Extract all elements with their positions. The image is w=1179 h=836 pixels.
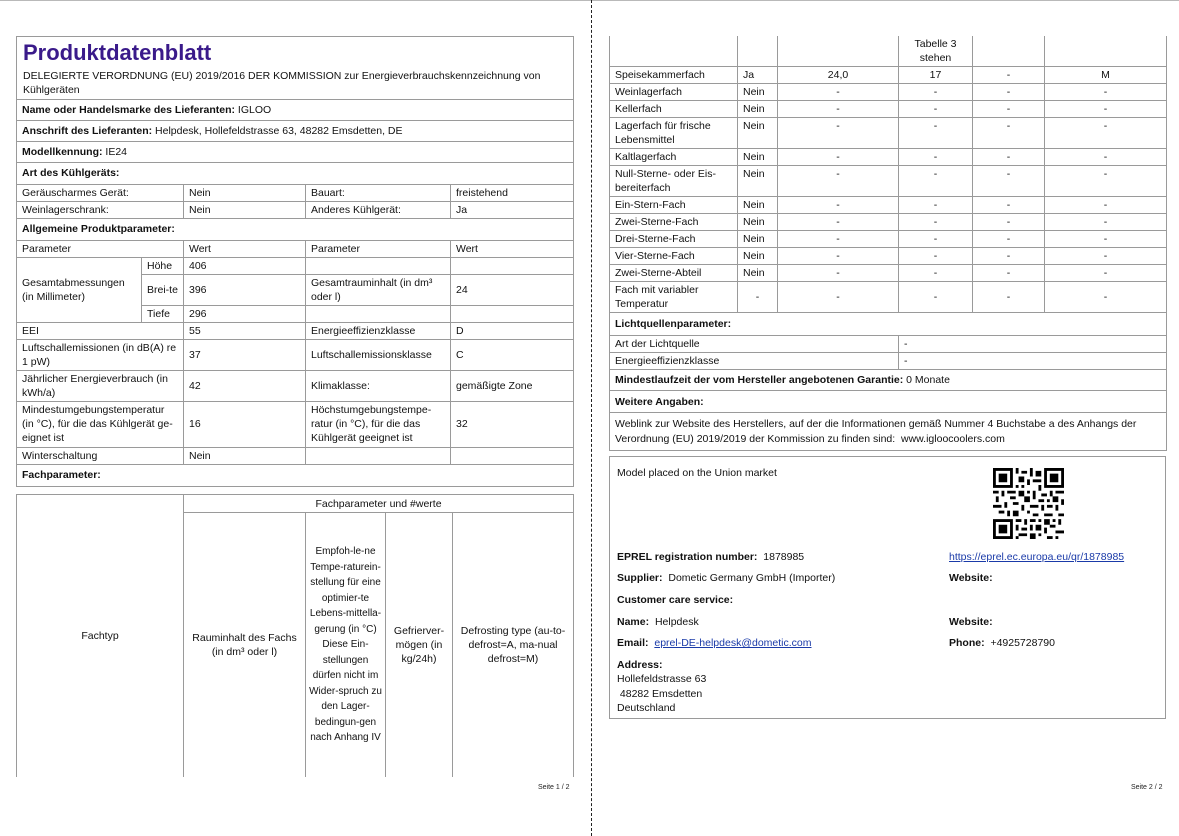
compartment-freeze: - [973, 118, 1045, 149]
supplier-name-value: IGLOO [237, 103, 272, 116]
param-label: Energieeffizienzklasse [306, 322, 451, 339]
compartment-volume: - [778, 231, 899, 248]
compartment-name: Kaltlagerfach [610, 149, 738, 166]
compartment-defrost: M [1045, 67, 1167, 84]
compartment-volume: - [778, 248, 899, 265]
compartment-freeze: - [973, 248, 1045, 265]
compartment-name: Null-Sterne- oder Eis-bereiterfach [610, 166, 738, 197]
eprel-supplier-row [617, 571, 835, 585]
contact-website-label: Website: [949, 616, 993, 628]
compartment-freeze: - [973, 214, 1045, 231]
warranty-label: Mindestlaufzeit der vom Hersteller angebotenen Garantie: [615, 374, 904, 386]
compartment-temp: - [899, 282, 973, 313]
compartment-group-header: Fachparameter und #werte [184, 495, 574, 513]
compartment-row [610, 231, 1167, 248]
compartment-freeze: - [973, 149, 1045, 166]
more-info-heading: Weitere Angaben: [610, 391, 1167, 413]
compartment-present: Nein [738, 118, 778, 149]
compartment-present: - [738, 282, 778, 313]
type-value: Nein [184, 201, 306, 218]
param-value: 16 [184, 401, 306, 447]
top-rule [0, 0, 1179, 1]
model-label: Modellkennung: [22, 145, 103, 158]
height-label: Höhe [142, 257, 184, 274]
compartment-row [610, 265, 1167, 282]
light-row [610, 353, 1167, 370]
contact-email-link[interactable]: eprel-DE-helpdesk@dometic.com [654, 637, 812, 649]
compartment-name: Kellerfach [610, 101, 738, 118]
compartment-present: Ja [738, 67, 778, 84]
compartment-volume: - [778, 214, 899, 231]
compartment-defrost: - [1045, 197, 1167, 214]
compartment-temp: - [899, 84, 973, 101]
compartment-volume-header: Rauminhalt des Fachs (in dm³ oder l) [184, 513, 306, 777]
compartment-row [610, 166, 1167, 197]
compartment-temp: - [899, 248, 973, 265]
eprel-registration-label: EPREL registration number: [617, 551, 758, 563]
more-info-text: Weblink zur Website des Herstellers, auf der die Informationen gemäß Nummer 4 Buchstabe a des Anhangs der Verordnung (EU) 2019/2019 der Kommission zu finden sind: [615, 417, 1137, 445]
empty-cell [451, 447, 574, 464]
compartment-freeze: - [973, 84, 1045, 101]
compartment-defrost: - [1045, 214, 1167, 231]
compartment-volume: - [778, 282, 899, 313]
type-row [17, 201, 574, 218]
appliance-type-heading: Art des Kühlgeräts: [17, 162, 574, 184]
model-row [17, 141, 574, 162]
empty-cell [451, 257, 574, 274]
compartment-row [610, 248, 1167, 265]
light-row [610, 336, 1167, 353]
param-label: Luftschallemissionsklasse [306, 339, 451, 370]
compartment-temp: - [899, 265, 973, 282]
dimension-row [17, 257, 574, 274]
param-value: 32 [451, 401, 574, 447]
eprel-registration-row [617, 550, 804, 564]
col-header: Parameter [17, 240, 184, 257]
general-row [17, 401, 574, 447]
total-volume-label: Gesamtrauminhalt (in dm³ oder l) [306, 274, 451, 305]
type-label: Weinlagerschrank: [17, 201, 184, 218]
winter-row [17, 447, 574, 464]
empty-cell [738, 36, 778, 67]
empty-cell [973, 36, 1045, 67]
param-value: 37 [184, 339, 306, 370]
compartment-temp: - [899, 118, 973, 149]
general-row [17, 339, 574, 370]
empty-cell [306, 257, 451, 274]
contact-name-value: Helpdesk [654, 616, 699, 628]
compartment-present: Nein [738, 265, 778, 282]
compartment-volume: - [778, 101, 899, 118]
continued-header-row [610, 36, 1167, 67]
compartment-volume: - [778, 166, 899, 197]
regulation-subtitle: DELEGIERTE VERORDNUNG (EU) 2019/2016 DER KOMMISSION zur Energieverbrauchskennzeichnung von Kühlgeräten [17, 67, 574, 100]
contact-email-row [617, 636, 812, 650]
contact-address-line: Deutschland [617, 702, 676, 714]
eprel-link[interactable]: https://eprel.ec.europa.eu/qr/1878985 [949, 551, 1125, 563]
compartment-name: Ein-Stern-Fach [610, 197, 738, 214]
supplier-address-label: Anschrift des Lieferanten: [22, 124, 153, 137]
compartment-present: Nein [738, 84, 778, 101]
eprel-intro: Model placed on the Union market [617, 467, 777, 479]
compartment-present: Nein [738, 101, 778, 118]
contact-phone-value: +4925728790 [990, 637, 1055, 649]
general-params-heading: Allgemeine Produktparameter: [17, 218, 574, 240]
dimensions-label: Gesamtabmessungen (in Millimeter) [17, 257, 142, 322]
contact-address-line: 48282 Emsdetten [617, 688, 703, 700]
contact-name-row [617, 615, 699, 629]
compartment-name: Zwei-Sterne-Fach [610, 214, 738, 231]
param-label: Luftschallemissionen (in dB(A) re 1 pW) [17, 339, 184, 370]
contact-phone-row [949, 636, 1055, 650]
eprel-supplier-value: Dometic Germany GmbH (Importer) [668, 572, 836, 584]
compartment-name: Zwei-Sterne-Abteil [610, 265, 738, 282]
col-header: Parameter [306, 240, 451, 257]
depth-value: 296 [184, 305, 306, 322]
contact-phone-label: Phone: [949, 637, 985, 649]
type-value: Nein [184, 184, 306, 201]
compartment-temp-header: Empfoh-le-ne Tempe-raturein-stellung für eine optimier-te Lebens-mittella-gerung (in °C) Diese Ein-stellungen dürfen nicht im Wider-spruch zu den Lager-bedingun-gen nach Anhang IV [306, 513, 386, 777]
col-header: Wert [184, 240, 306, 257]
compartment-freeze: - [973, 231, 1045, 248]
empty-cell [778, 36, 899, 67]
product-data-sheet-page-2 [609, 36, 1167, 451]
compartment-temp: - [899, 166, 973, 197]
compartment-freeze: - [973, 166, 1045, 197]
compartment-defrost: - [1045, 265, 1167, 282]
type-value: freistehend [451, 184, 574, 201]
light-value: - [899, 353, 1167, 370]
type-label: Bauart: [306, 184, 451, 201]
type-label: Anderes Kühlgerät: [306, 201, 451, 218]
empty-cell [610, 36, 738, 67]
compartment-temp: 17 [899, 67, 973, 84]
type-label: Geräuscharmes Gerät: [17, 184, 184, 201]
product-data-sheet-page-1 [16, 36, 574, 487]
compartment-freeze: - [973, 67, 1045, 84]
height-value: 406 [184, 257, 306, 274]
compartment-temp: - [899, 197, 973, 214]
compartment-row [610, 118, 1167, 149]
contact-address-label: Address: [617, 659, 663, 671]
width-label: Brei-te [142, 274, 184, 305]
param-label: Mindestumgebungstemperatur (in °C), für die das Kühlgerät ge-eignet ist [17, 401, 184, 447]
param-value: D [451, 322, 574, 339]
compartment-row [610, 149, 1167, 166]
eprel-supplier-label: Supplier: [617, 572, 663, 584]
compartment-freeze: - [973, 265, 1045, 282]
compartment-row [610, 197, 1167, 214]
compartment-name: Vier-Sterne-Fach [610, 248, 738, 265]
general-row [17, 370, 574, 401]
total-volume-value: 24 [451, 274, 574, 305]
compartment-temp: - [899, 101, 973, 118]
compartment-volume: - [778, 149, 899, 166]
general-header-row [17, 240, 574, 257]
empty-cell [451, 305, 574, 322]
contact-name-label: Name: [617, 616, 650, 628]
compartment-volume: - [778, 265, 899, 282]
compartment-defrost: - [1045, 118, 1167, 149]
compartment-temp: - [899, 149, 973, 166]
compartment-header-table [16, 494, 574, 777]
param-value: 42 [184, 370, 306, 401]
compartment-defrost-header: Defrosting type (au-to-defrost=A, ma-nual defrost=M) [453, 513, 574, 777]
winter-value: Nein [184, 447, 306, 464]
compartment-row [610, 67, 1167, 84]
light-value: - [899, 336, 1167, 353]
manufacturer-website: www.igloocoolers.com [901, 432, 1005, 445]
compartment-type-header: Fachtyp [17, 495, 184, 777]
empty-cell [306, 447, 451, 464]
warranty-value: 0 Monate [906, 374, 950, 386]
compartment-name: Weinlagerfach [610, 84, 738, 101]
compartment-defrost: - [1045, 231, 1167, 248]
compartment-freeze: - [973, 101, 1045, 118]
compartment-present: Nein [738, 166, 778, 197]
compartment-defrost: - [1045, 282, 1167, 313]
compartment-freeze: - [973, 282, 1045, 313]
compartment-volume: - [778, 118, 899, 149]
supplier-name-row [17, 99, 574, 120]
param-value: 55 [184, 322, 306, 339]
compartment-present: Nein [738, 149, 778, 166]
param-value: gemäßigte Zone [451, 370, 574, 401]
light-label: Energieeffizienzklasse [610, 353, 899, 370]
more-info-text-cell [610, 413, 1167, 451]
page-divider [591, 0, 592, 836]
warranty-row [610, 370, 1167, 391]
light-source-heading: Lichtquellenparameter: [610, 313, 1167, 336]
compartment-present: Nein [738, 248, 778, 265]
compartment-defrost: - [1045, 248, 1167, 265]
customer-care-label: Customer care service: [617, 594, 734, 606]
compartment-present: Nein [738, 197, 778, 214]
eprel-registration-value: 1878985 [763, 551, 805, 563]
compartment-row [610, 101, 1167, 118]
compartment-row [610, 214, 1167, 231]
compartment-present: Nein [738, 214, 778, 231]
param-label: EEI [17, 322, 184, 339]
qr-code-icon [993, 468, 1064, 539]
general-row [17, 322, 574, 339]
supplier-address-value: Helpdesk, Hollefeldstrasse 63, 48282 Emsdetten, DE [155, 124, 403, 137]
compartment-temp: - [899, 231, 973, 248]
page-number: Seite 2 / 2 [1131, 784, 1163, 791]
supplier-address-row [17, 120, 574, 141]
empty-cell [1045, 36, 1167, 67]
compartment-volume: - [778, 197, 899, 214]
light-label: Art der Lichtquelle [610, 336, 899, 353]
compartment-defrost: - [1045, 166, 1167, 197]
compartment-params-heading: Fachparameter: [17, 464, 574, 486]
compartment-name: Drei-Sterne-Fach [610, 231, 738, 248]
eprel-card [609, 456, 1166, 719]
compartment-row [610, 84, 1167, 101]
param-value: C [451, 339, 574, 370]
contact-address-line: Hollefeldstrasse 63 [617, 673, 707, 685]
compartment-volume: 24,0 [778, 67, 899, 84]
width-value: 396 [184, 274, 306, 305]
compartment-name: Fach mit variabler Temperatur [610, 282, 738, 313]
compartment-freeze: - [973, 197, 1045, 214]
col-header: Wert [451, 240, 574, 257]
compartment-name: Lagerfach für frische Lebensmittel [610, 118, 738, 149]
compartment-freeze-header: Gefrierver-mögen (in kg/24h) [386, 513, 453, 777]
continued-header: Tabelle 3 stehen [899, 36, 973, 67]
empty-cell [306, 305, 451, 322]
compartment-defrost: - [1045, 149, 1167, 166]
type-value: Ja [451, 201, 574, 218]
compartment-defrost: - [1045, 101, 1167, 118]
page-number: Seite 1 / 2 [538, 784, 570, 791]
eprel-website-label: Website: [949, 572, 993, 584]
compartment-present: Nein [738, 231, 778, 248]
contact-email-label: Email: [617, 637, 649, 649]
depth-label: Tiefe [142, 305, 184, 322]
type-row [17, 184, 574, 201]
param-label: Höchstumgebungstempe-ratur (in °C), für die das Kühlgerät geeignet ist [306, 401, 451, 447]
compartment-temp: - [899, 214, 973, 231]
winter-label: Winterschaltung [17, 447, 184, 464]
param-label: Klimaklasse: [306, 370, 451, 401]
compartment-name: Speisekammerfach [610, 67, 738, 84]
param-label: Jährlicher Energieverbrauch (in kWh/a) [17, 370, 184, 401]
model-value: IE24 [105, 145, 128, 158]
compartment-volume: - [778, 84, 899, 101]
supplier-name-label: Name oder Handelsmarke des Lieferanten: [22, 103, 235, 116]
compartment-row [610, 282, 1167, 313]
compartment-defrost: - [1045, 84, 1167, 101]
sheet-title: Produktdatenblatt [17, 37, 574, 67]
